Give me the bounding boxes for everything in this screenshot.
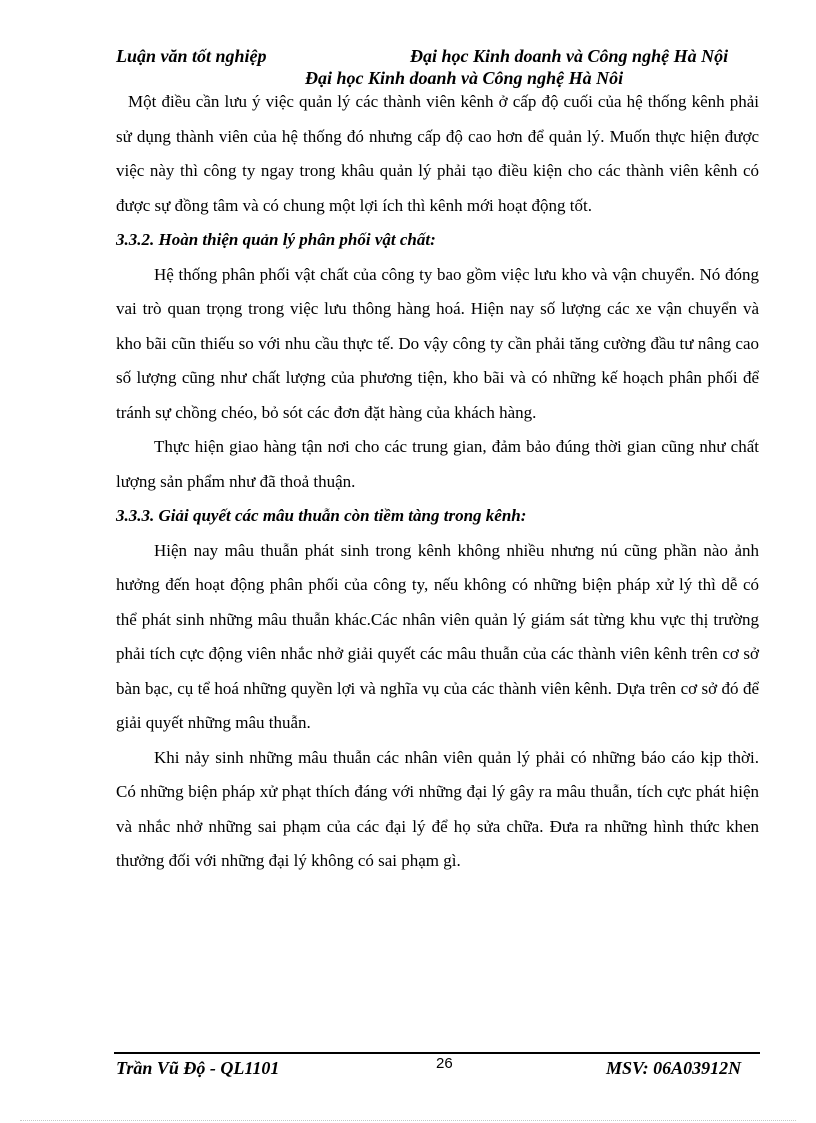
footer-author: Trần Vũ Độ - QL1101 — [116, 1058, 280, 1078]
paragraph-3: Thực hiện giao hàng tận nơi cho các trung gian, đảm bảo đúng thời gian cũng như chất lượng sản phẩm như đã thoả thuận. — [116, 437, 759, 491]
paragraph-4: Hiện nay mâu thuẫn phát sinh trong kênh không nhiều nhưng nú cũng phần nào ảnh hưởng đến hoạt động phân phối của công ty, nếu không có những biện pháp xử lý thì dễ có thể phát sinh những mâu thuẫn khác.Các nhân viên quản lý giám sát từng khu vực thị trường phải tích cực động viên nhắc nhở giải quyết các mâu thuẫn của các thành viên kênh trên cơ sở bàn bạc, cụ tể hoá những quyền lợi và nghĩa vụ của các thành viên kênh. Dựa trên cơ sở đó để giải quyết những mâu thuẫn. — [116, 540, 759, 732]
footer-rule — [114, 1052, 760, 1054]
page-number: 26 — [436, 1055, 453, 1072]
header-thesis-label: Luận văn tốt nghiệp — [116, 46, 267, 66]
header-university: Đại học Kinh doanh và Công nghệ Hà Nội — [410, 46, 729, 66]
paragraph-1: Một điều cần lưu ý việc quản lý các thành viên kênh ở cấp độ cuối của hệ thống kênh phải sử dụng thành viên của hệ thống đó nhưng cấp độ cao hơn để quản lý. Muốn thực hiện được việc này thì công ty ngay trong khâu quản lý phải tạo điều kiện cho các thành viên kênh có được sự đồng tâm và có chung một lợi ích thì kênh mới hoạt động tốt. — [116, 92, 759, 215]
footer-student-id: MSV: 06A03912N — [606, 1058, 742, 1078]
page-bottom-dotted-line — [20, 1120, 796, 1121]
page-body — [116, 85, 759, 879]
paragraph-2: Hệ thống phân phối vật chất của công ty bao gồm việc lưu kho và vận chuyển. Nó đóng vai trò quan trọng trong việc lưu thông hàng hoá. Hiện nay số lượng các xe vận chuyển và kho bãi cũn thiếu so với nhu cầu thực tế. Do vậy công ty cần phải tăng cường đầu tư nâng cao số lượng cũng như chất lượng của phương tiện, kho bãi và có những kế hoạch phân phối để tránh sự chồng chéo, bỏ sót các đơn đặt hàng của khách hàng. — [116, 264, 759, 422]
section-heading-3-3-2: 3.3.2. Hoàn thiện quản lý phân phối vật chất: — [116, 230, 436, 249]
paragraph-5: Khi nảy sinh những mâu thuẫn các nhân viên quản lý phải có những báo cáo kịp thời. Có những biện pháp xử phạt thích đáng với những đại lý gây ra mâu thuẫn, tích cực phát hiện và nhắc nhở những sai phạm của các đại lý để họ sửa chữa. Đưa ra những hình thức khen thưởng đối với những đại lý không có sai phạm gì. — [116, 747, 759, 870]
header-university-duplicate: Đại học Kinh doanh và Công nghệ Hà Nôi — [305, 68, 624, 88]
section-heading-3-3-3: 3.3.3. Giải quyết các mâu thuẫn còn tiềm tàng trong kênh: — [116, 506, 527, 525]
